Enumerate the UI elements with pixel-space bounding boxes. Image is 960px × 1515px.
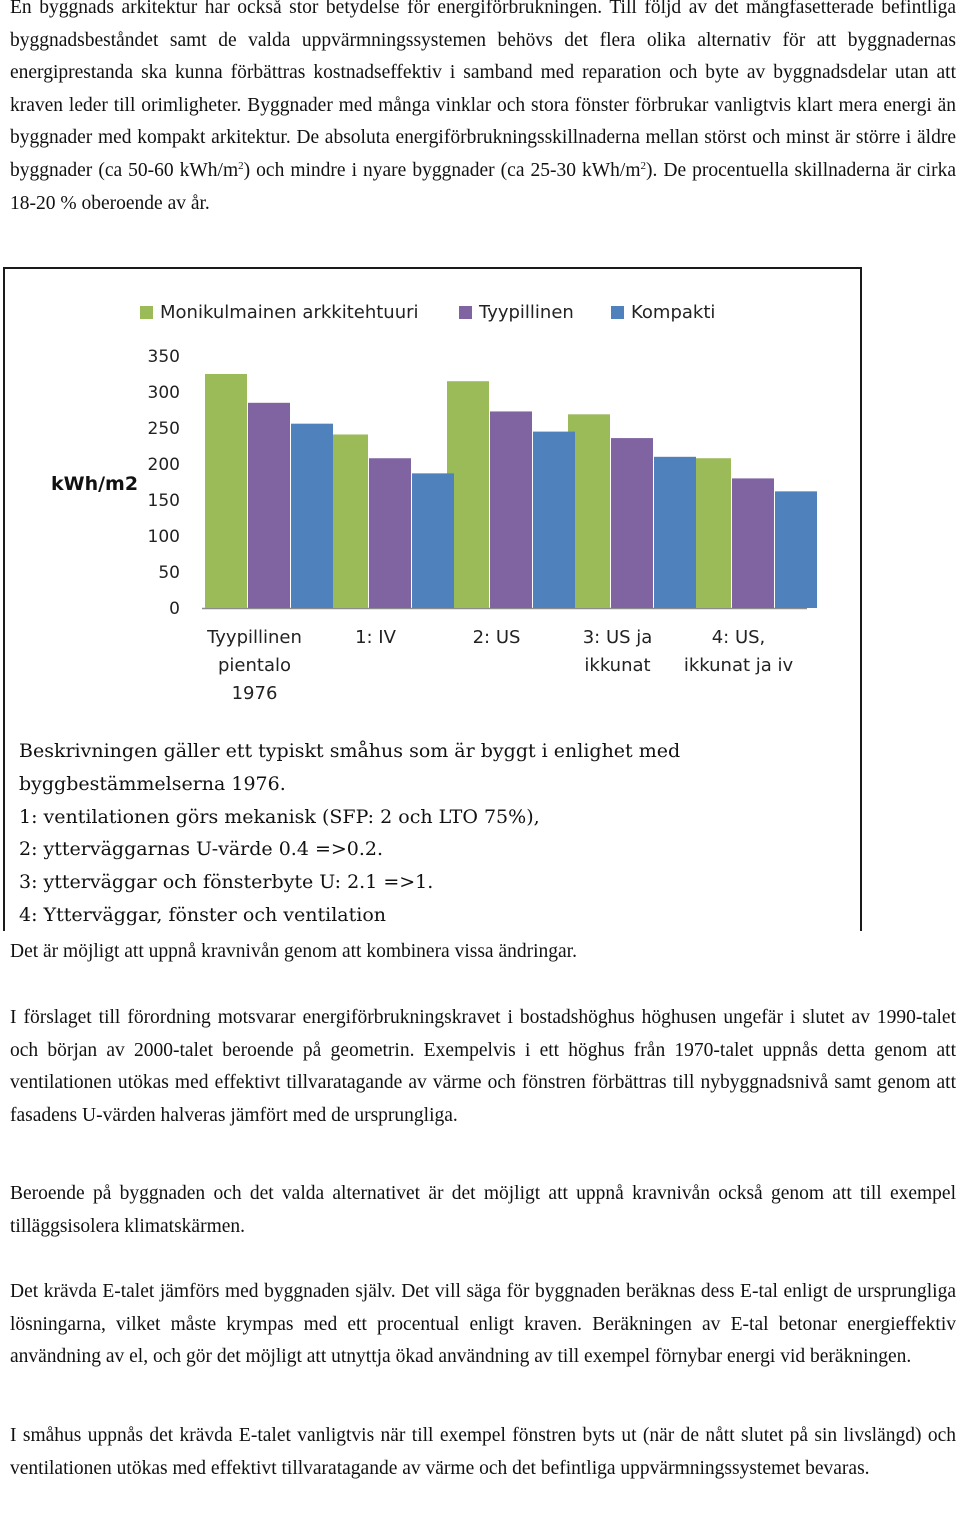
superscript: 2 (238, 159, 244, 172)
bar (248, 403, 290, 608)
superscript: 2 (640, 159, 647, 172)
legend-label: Monikulmainen arkkitehtuuri (160, 302, 419, 323)
bar (775, 491, 817, 608)
bar (205, 374, 247, 608)
bar (412, 473, 454, 608)
legend-swatch (459, 306, 472, 319)
bar (732, 478, 774, 608)
intro-paragraph (10, 0, 956, 220)
bar (533, 432, 575, 608)
x-tick-label: ikkunat (584, 655, 651, 676)
caption-line: Beskrivningen gäller ett typiskt småhus som är byggt i enlighet med (19, 740, 681, 762)
bar (490, 411, 532, 608)
legend-swatch (611, 306, 624, 319)
caption-line: 3: ytterväggar och fönsterbyte U: 2.1 =>1. (19, 871, 434, 894)
paragraph-e-value: Det krävda E-talet jämförs med byggnaden själv. Det vill säga för byggnaden beräknas dess E-tal enligt de ursprungliga lösningarna, vilket måste krympas med ett procentual enligt kraven. Beräkningen av E-tal betonar energieffektiv användning av el, och gör det möjligt att utnyttja ökad användning av till exempel förnybar energi vid beräkningen. (10, 1281, 956, 1368)
legend-label: Kompakti (631, 302, 716, 323)
caption-line: 2: ytterväggarnas U-värde 0.4 =>0.2. (19, 838, 384, 861)
bar (369, 458, 411, 608)
caption-line: byggbestämmelserna 1976. (19, 772, 286, 795)
x-tick-label: 2: US (472, 627, 521, 648)
bar (291, 424, 333, 608)
intro-text-part: ). De procentuella skillnaderna är cirka 18-20 % oberoende av år. (10, 159, 957, 214)
y-tick-label: 50 (158, 563, 180, 583)
x-tick-label: 4: US, (711, 627, 766, 648)
chart-caption (19, 735, 849, 931)
paragraph-combination: Det är möjligt att uppnå kravnivån genom att kombinera vissa ändringar. (10, 941, 577, 962)
legend-label: Tyypillinen (479, 302, 574, 323)
x-tick-label: 1: IV (355, 627, 396, 648)
y-tick-label: 300 (147, 383, 180, 403)
energy-chart-figure (3, 267, 862, 931)
y-tick-label: 200 (147, 455, 180, 475)
paragraph-small-houses: I småhus uppnås det krävda E-talet vanligtvis när till exempel fönstren byts ut (när de nått slutet på sin livslängd) och ventilationen utökas med effektivt tillvaratagande av värme och det befintliga uppvärmningssystemet bevaras. (10, 1425, 956, 1479)
x-tick-label: ikkunat ja iv (683, 655, 794, 676)
x-tick-label: Tyypillinen (207, 627, 302, 648)
intro-text-part: En byggnads arkitektur har också stor betydelse för energiförbrukningen. Till följd av det mångfasetterade befintliga byggnadsbeståndet samt de valda uppvärmningssystemen behövs det flera olika alternativ för att byggnadernas energiprestanda ska kunna förbättras kostnadseffektiv i samband med reparation och byte av byggnadsdelar utan att kraven leder till orimligheter. Byggnader med många vinklar och stora fönster förbrukar vanligtvis klart mera energi än byggnader med kompakt arkitektur. De absoluta energiförbrukningsskillnaderna mellan störst och minst är större i äldre byggnader (ca 50-60 kWh/m (10, 0, 956, 181)
x-tick-label: 3: US ja (582, 627, 653, 648)
caption-line: 4: Ytterväggar, fönster och ventilation (19, 903, 386, 926)
bar-chart (5, 269, 860, 729)
x-tick-label: 1976 (231, 683, 278, 704)
y-axis-label: kWh/m2 (51, 473, 139, 495)
legend-swatch (140, 306, 153, 319)
y-tick-label: 150 (147, 491, 180, 511)
bar (654, 457, 696, 608)
y-tick-label: 100 (147, 527, 180, 547)
intro-text-part: ) och mindre i nyare byggnader (ca 25-30 kWh/m (243, 159, 641, 181)
x-tick-label: pientalo (217, 655, 292, 676)
paragraph-proposal: I förslaget till förordning motsvarar energiförbrukningskravet i bostadshöghus höghusen ungefär i slutet av 1990-talet och början av 2000-talet beroende på geometrin. Exempelvis i ett höghus från 1970-talet uppnås detta genom att ventilationen utökas med effektivt tillvaratagande av värme och fönstren förbättras till nybyggnadsnivå samt genom att fasadens U-värden halveras jämfört med de ursprungliga. (10, 1007, 956, 1126)
paragraph-depending: Beroende på byggnaden och det valda alternativet är det möjligt att uppnå kravnivån också genom att till exempel tilläggsisolera klimatskärmen. (10, 1183, 956, 1237)
y-tick-label: 350 (147, 347, 180, 367)
y-tick-label: 250 (147, 419, 180, 439)
bar (611, 438, 653, 608)
y-tick-label: 0 (169, 599, 180, 619)
caption-line: 1: ventilationen görs mekanisk (SFP: 2 och LTO 75%), (19, 805, 540, 828)
